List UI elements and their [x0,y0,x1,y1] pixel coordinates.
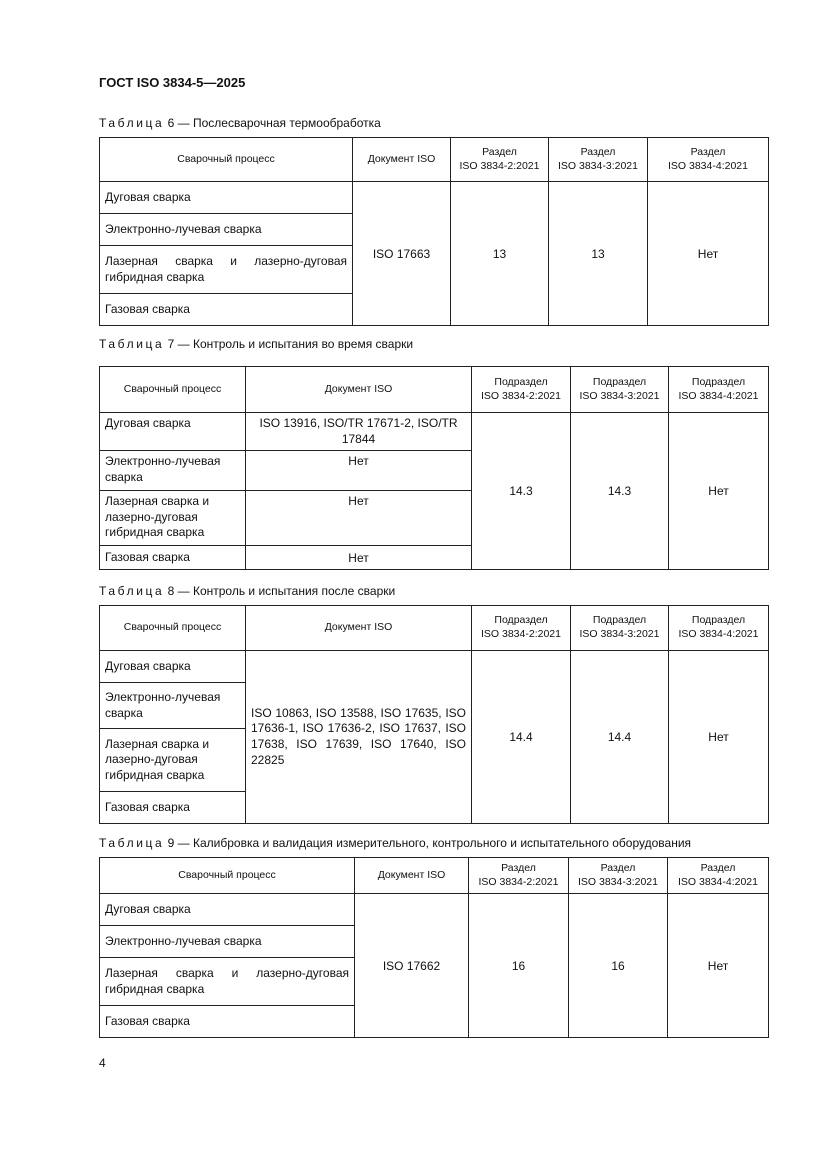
part3-value: 14.3 [571,413,669,570]
col-header-part4: Раздел ISO 3834-4:2021 [648,138,769,182]
table-row [100,651,769,683]
col-header-part2: Подраздел ISO 3834-2:2021 [472,606,571,651]
table-label: Таблица [99,584,165,598]
process-cell: Дуговая сварка [100,651,246,683]
iso-doc-cell: ISO 17663 [353,182,451,326]
col-header-doc: Документ ISO [246,367,472,413]
process-cell: Электронно-лучевая сварка [100,451,246,491]
table-label: Таблица [99,116,165,130]
iso-doc-cell: ISO 10863, ISO 13588, ISO 17635, ISO 17636-1, ISO 17636-2, ISO 17637, ISO 17638, ISO 17639, ISO 17640, ISO 22825 [246,651,472,824]
process-cell: Газовая сварка [100,294,353,326]
col-header-doc: Документ ISO [355,858,469,894]
table-7 [99,366,769,570]
table-number: 7 [167,337,175,351]
iso-doc-cell: ISO 13916, ISO/TR 17671-2, ISO/TR 17844 [246,413,472,451]
col-header-doc: Документ ISO [353,138,451,182]
table-9-caption [99,836,691,850]
table-title: — Контроль и испытания во время сварки [177,337,414,351]
part3-value: 14.4 [571,651,669,824]
table-6-caption [99,116,381,130]
iso-doc-cell: Нет [246,451,472,491]
process-cell: Электронно-лучевая сварка [100,926,355,958]
table-title: — Калибровка и валидация измерительного, контрольного и испытательного оборудования [177,836,692,850]
table-6 [99,137,769,326]
process-cell: Газовая сварка [100,792,246,824]
table-number: 9 [167,836,175,850]
table-8-caption [99,584,395,598]
table-number: 6 [167,116,175,130]
part2-value: 13 [451,182,549,326]
table-label: Таблица [99,836,165,850]
col-header-part3: Подраздел ISO 3834-3:2021 [571,367,669,413]
col-header-part4: Раздел ISO 3834-4:2021 [668,858,769,894]
part4-value: Нет [669,651,769,824]
process-cell: Дуговая сварка [100,894,355,926]
table-8 [99,605,769,824]
table-row [100,182,769,214]
process-cell: Дуговая сварка [100,182,353,214]
col-header-process: Сварочный процесс [100,367,246,413]
col-header-part4: Подраздел ISO 3834-4:2021 [669,367,769,413]
table-row [100,413,769,451]
col-header-doc: Документ ISO [246,606,472,651]
table-row [100,894,769,926]
table-7-caption [99,337,413,351]
col-header-part4: Подраздел ISO 3834-4:2021 [669,606,769,651]
document-header: ГОСТ ISO 3834-5—2025 [99,75,246,90]
part4-value: Нет [648,182,769,326]
process-cell: Лазерная сварка и лазерно-дуговая гибридная сварка [100,958,355,1006]
iso-doc-cell: Нет [246,546,472,570]
iso-doc-cell: ISO 17662 [355,894,469,1038]
col-header-process: Сварочный процесс [100,858,355,894]
col-header-part3: Раздел ISO 3834-3:2021 [549,138,648,182]
process-cell: Лазерная сварка и лазерно-дуговая гибридная сварка [100,246,353,294]
col-header-part2: Раздел ISO 3834-2:2021 [451,138,549,182]
table-label: Таблица [99,337,165,351]
col-header-part3: Подраздел ISO 3834-3:2021 [571,606,669,651]
part3-value: 16 [569,894,668,1038]
process-cell: Газовая сварка [100,546,246,570]
process-cell: Газовая сварка [100,1006,355,1038]
table-9 [99,857,769,1038]
part4-value: Нет [668,894,769,1038]
col-header-process: Сварочный процесс [100,138,353,182]
part2-value: 14.4 [472,651,571,824]
table-title: — Послесварочная термообработка [177,116,381,130]
col-header-part2: Подраздел ISO 3834-2:2021 [472,367,571,413]
process-cell: Лазерная сварка и лазерно-дуговая гибридная сварка [100,491,246,546]
col-header-part3: Раздел ISO 3834-3:2021 [569,858,668,894]
col-header-part2: Раздел ISO 3834-2:2021 [469,858,569,894]
part2-value: 16 [469,894,569,1038]
part3-value: 13 [549,182,648,326]
iso-doc-cell: Нет [246,491,472,546]
table-number: 8 [167,584,175,598]
process-cell: Лазерная сварка и лазерно-дуговая гибридная сварка [100,729,246,792]
process-cell: Дуговая сварка [100,413,246,451]
col-header-process: Сварочный процесс [100,606,246,651]
table-title: — Контроль и испытания после сварки [177,584,396,598]
part4-value: Нет [669,413,769,570]
part2-value: 14.3 [472,413,571,570]
process-cell: Электронно-лучевая сварка [100,683,246,729]
process-cell: Электронно-лучевая сварка [100,214,353,246]
page-number: 4 [99,1056,106,1070]
